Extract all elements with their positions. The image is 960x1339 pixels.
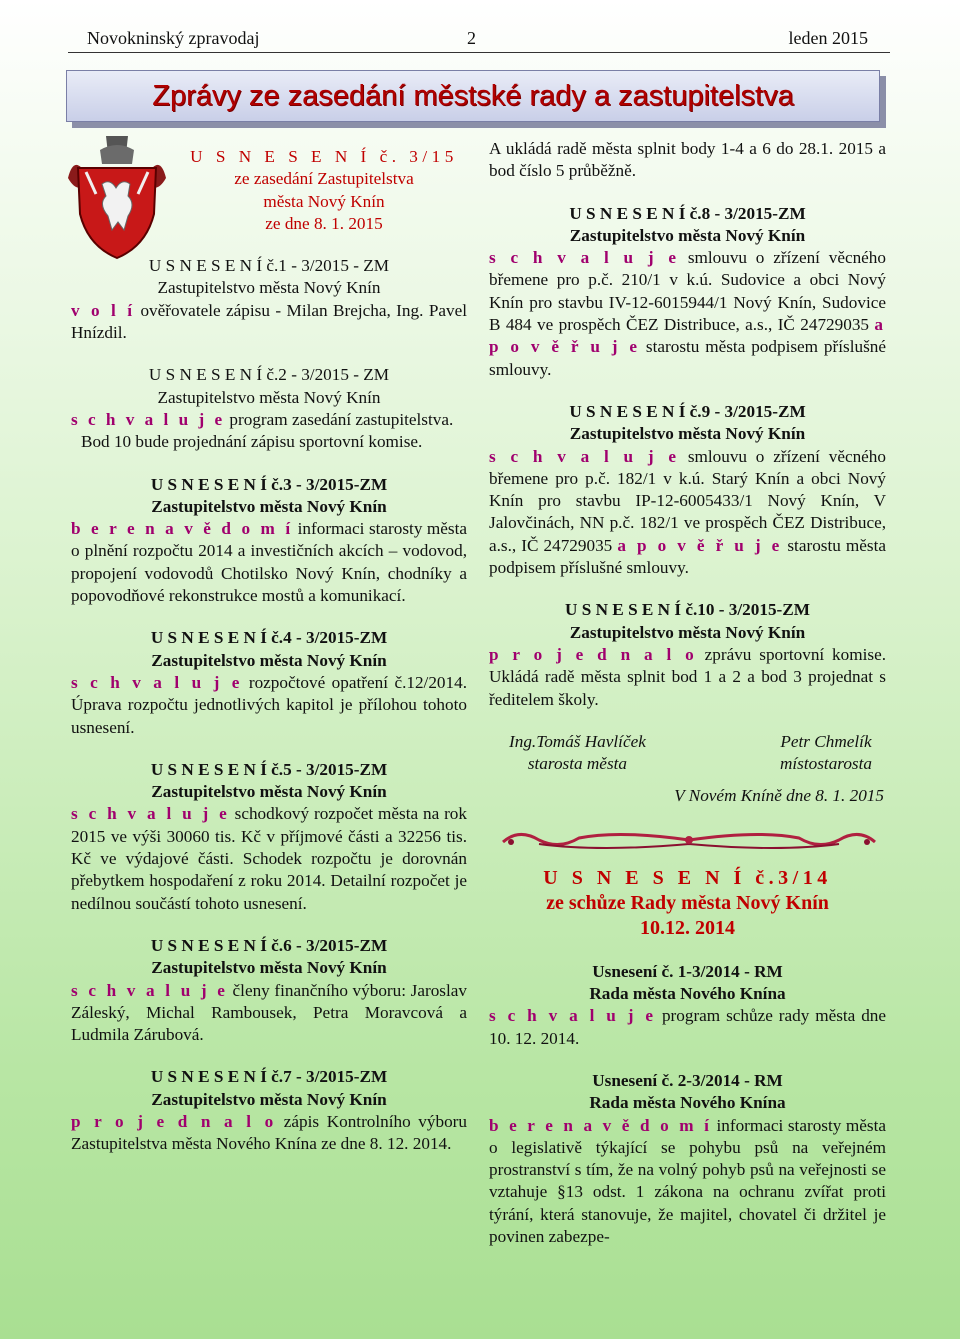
resolution-heading: U S N E S E N Í č.7 - 3/2015-ZM	[150, 1067, 388, 1087]
resolution-keyword: s c h v a l u j e	[71, 409, 226, 429]
resolution-text: zprávu sportovní komise. Ukládá radě města splnit bod 1 a 2 a bod 3 projednat s ředitelem školy.	[489, 644, 887, 709]
resolution-heading: U S N E S E N Í č.8 - 3/2015-ZM	[569, 203, 806, 223]
resolution-sub: Zastupitelstvo města Nový Knín	[569, 225, 806, 245]
resolution-7	[71, 1066, 467, 1155]
resolution-keyword: s c h v a l u j e	[71, 804, 230, 824]
resolution-heading: U S N E S E N Í č.2 - 3/2015 - ZM	[148, 365, 390, 385]
resolution-keyword: s c h v a l u j e	[489, 446, 680, 466]
resolution-heading: U S N E S E N Í č.6 - 3/2015-ZM	[150, 935, 388, 955]
resolution-keyword: s c h v a l u j e	[489, 1006, 657, 1026]
signatures	[489, 731, 886, 776]
resolution-text: zápis Kontrolního výboru Zastupitelstva města Nového Knína ze dne 8. 12. 2014.	[71, 1111, 467, 1154]
resolution-keyword: s c h v a l u j e	[489, 248, 680, 268]
resolution-10	[489, 599, 886, 710]
resolution-keyword-2: a p o v ě ř u j e	[489, 315, 886, 357]
resolution-8	[489, 203, 886, 381]
resolution-sub: Zastupitelstvo města Nový Knín	[157, 387, 381, 407]
resolution-keyword: s c h v a l u j e	[71, 980, 228, 1000]
resolution-text-2: starostu města podpisem příslušné smlouvy.	[489, 337, 886, 379]
resolution-heading: U S N E S E N Í č.4 - 3/2015-ZM	[150, 628, 388, 648]
rada-resolution-1	[489, 961, 886, 1050]
resolution-heading: U S N E S E N Í č.1 - 3/2015 - ZM	[148, 256, 390, 276]
resolution-text: schodkový rozpočet města na rok 2015 ve výši 30060 tis. Kč v příjmové části a 32256 tis. Kč ve výdajové části. Schodek rozpočtu je dorovnán přebytkem hospodaření z roku 2014. Detailní rozpočet je nedílnou součástí tohoto usnesení.	[71, 804, 467, 913]
signature-deputy	[780, 731, 872, 776]
resolution-sub: Zastupitelstvo města Nový Knín	[151, 958, 387, 978]
resolution-keyword: p r o j e d n a l o	[71, 1111, 277, 1131]
resolution-keyword: v o l í	[71, 300, 136, 320]
resolution-5	[71, 759, 467, 915]
resolution-keyword: s c h v a l u j e	[71, 672, 243, 692]
intro-line-4: ze dne 8. 1. 2015	[265, 213, 383, 233]
resolution-text: informaci starosty města o legislativě týkající se pohybu psů na veřejném prostranství s tím, že na volný pohyb psů na veřejnosti se vztahuje §13 odst. 1 zákona na ochranu zvířat proti týrání, která stanovuje, že majitel, chovatel či držitel je povinen zabezpe-	[489, 1115, 886, 1246]
resolution-sub: Rada města Nového Knína	[589, 1093, 786, 1113]
resolution-keyword: b e r e n a v ě d o m í	[71, 519, 294, 539]
resolution-heading: U S N E S E N Í č.9 - 3/2015-ZM	[569, 401, 806, 421]
signature-role: starosta města	[527, 754, 627, 774]
resolution-1	[71, 255, 467, 344]
intro-line-1: U S N E S E N Í č. 3/15	[190, 147, 458, 166]
page-number: 2	[467, 28, 476, 48]
resolution-keyword: b e r e n a v ě d o m í	[489, 1115, 712, 1135]
resolution-sub: Zastupitelstvo města Nový Knín	[569, 424, 806, 444]
resolution-sub: Zastupitelstvo města Nový Knín	[157, 278, 381, 298]
intro-line-2: ze zasedání Zastupitelstva	[234, 169, 414, 189]
resolution-note: Bod 10 bude projednání zápisu sportovní komise.	[81, 432, 423, 452]
signature-name: Petr Chmelík	[780, 731, 872, 751]
resolution-3	[71, 474, 467, 608]
left-column	[71, 146, 467, 1156]
resolution-keyword: p r o j e d n a l o	[489, 644, 697, 664]
resolution-heading: Usnesení č. 1-3/2014 - RM	[592, 961, 783, 981]
page-header	[68, 26, 890, 53]
resolution-sub: Zastupitelstvo města Nový Knín	[151, 1089, 387, 1109]
resolution-2	[71, 364, 467, 453]
resolution-keyword-2: a p o v ě ř u j e	[617, 535, 783, 555]
signature-mayor	[509, 731, 646, 776]
resolution-sub: Zastupitelstvo města Nový Knín	[151, 782, 387, 802]
intro-line-3: města Nový Knín	[263, 191, 385, 211]
ornament-divider-icon	[499, 826, 886, 852]
place-date: V Novém Kníně dne 8. 1. 2015	[674, 786, 884, 806]
resolution-heading: U S N E S E N Í č.10 - 3/2015-ZM	[565, 600, 810, 620]
banner-title: Zprávy ze zasedání městské rady a zastupitelstva	[152, 80, 794, 112]
resolution-text: členy finančního výboru: Jaroslav Záleský, Michal Rambousek, Petra Moravcová a Ludmila Zárubová.	[71, 980, 467, 1045]
rada-subtitle: ze schůze Rady města Nový Knín	[546, 891, 829, 914]
rada-title: U S N E S E N Í č.3/14	[543, 866, 832, 889]
resolution-text: ověřovatele zápisu - Milan Brejcha, Ing. Pavel Hnízdil.	[71, 300, 468, 343]
resolution-text-2: starostu města podpisem příslušné smlouvy.	[489, 535, 886, 578]
rada-resolution-2	[489, 1070, 886, 1248]
rada-heading	[489, 866, 886, 941]
right-column	[489, 138, 886, 1248]
newsletter-name: Novokninský zpravodaj	[87, 28, 260, 48]
issue-date: leden 2015	[788, 28, 868, 48]
resolution-sub: Zastupitelstvo města Nový Knín	[151, 650, 387, 670]
resolution-text: program zasedání zastupitelstva.	[225, 409, 454, 429]
intro-heading	[181, 146, 467, 235]
resolution-sub: Zastupitelstvo města Nový Knín	[569, 622, 806, 642]
resolution-heading: U S N E S E N Í č.5 - 3/2015-ZM	[150, 759, 388, 779]
continuation-text: A ukládá radě města splnit body 1-4 a 6 do 28.1. 2015 a bod číslo 5 průběžně.	[489, 139, 886, 181]
resolution-6	[71, 935, 467, 1046]
resolution-heading: Usnesení č. 2-3/2014 - RM	[592, 1070, 783, 1090]
resolution-text: smlouvu o zřízení věcného břemene pro p.č. 210/1 v k.ú. Sudovice a obci Nový Knín pro stavbu IV-12-6015944/1 Nový Knín, Sudovice B 484 ve prospěch ČEZ Distribuce, a.s., IČ 24729035	[489, 248, 886, 335]
resolution-sub: Rada města Nového Knína	[589, 984, 786, 1004]
signature-role: místostarosta	[779, 754, 872, 774]
resolution-sub: Zastupitelstvo města Nový Knín	[151, 496, 387, 516]
resolution-text: smlouvu o zřízení věcného břemene pro p.č. 182/1 v k.ú. Starý Knín a obci Nový Knín pro stavbu IP-12-6005433/1 Nový Knín, V Jalovčinách, NN p.č. 182/1 ve prospěch ČEZ Distribuce, a.s., IČ 24729035	[489, 446, 886, 555]
resolution-heading: U S N E S E N Í č.3 - 3/2015-ZM	[150, 474, 388, 494]
resolution-text: informaci starosty města o plnění rozpočtu 2014 a investičních akcích – vodovod, propojení vodovodů Chotilsko Nový Knín, chodníky a popovodňové rekonstrukce mostů a komunikací.	[71, 519, 467, 606]
section-banner	[66, 70, 880, 122]
rada-date: 10.12. 2014	[640, 916, 735, 939]
resolution-4	[71, 627, 467, 738]
signature-name: Ing.Tomáš Havlíček	[509, 731, 646, 751]
resolution-text: program schůze rady města dne 10. 12. 2014.	[489, 1006, 887, 1048]
resolution-text: rozpočtové opatření č.12/2014. Úprava rozpočtu jednotlivých kapitol je přílohou tohoto usnesení.	[71, 672, 468, 737]
resolution-9	[489, 401, 886, 579]
